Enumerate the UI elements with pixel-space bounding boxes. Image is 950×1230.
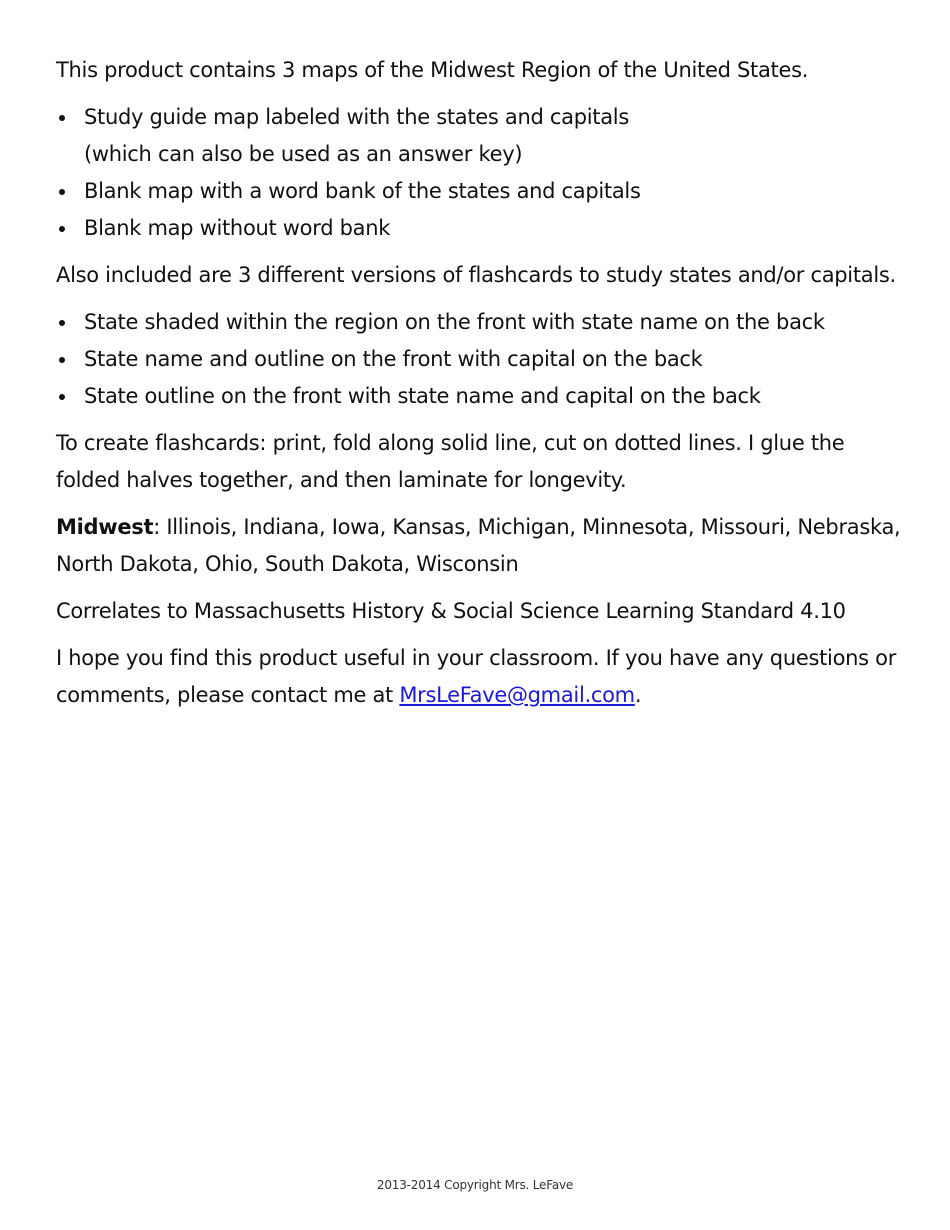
list-item (84, 210, 901, 247)
contact-end: . (634, 683, 642, 707)
midwest-label: Midwest (56, 515, 154, 539)
contact-paragraph (56, 640, 901, 714)
list-item (84, 173, 901, 210)
instructions-paragraph: To create flashcards: print, fold along solid line, cut on dotted lines. I glue the folded halves together, and then laminate for longevity. (56, 431, 845, 492)
maps-list (56, 99, 901, 247)
map-item-1-line2: (which can also be used as an answer key) (84, 142, 523, 166)
map-item-1-line1: Study guide map labeled with the states and capitals (84, 105, 629, 129)
flashcard-item-2: State name and outline on the front with capital on the back (84, 347, 703, 371)
flashcard-item-1: State shaded within the region on the front with state name on the back (84, 310, 825, 334)
intro-paragraph: This product contains 3 maps of the Midwest Region of the United States. (56, 58, 809, 82)
list-item (84, 378, 901, 415)
map-item-3: Blank map without word bank (84, 216, 391, 240)
list-item (84, 304, 901, 341)
list-item (84, 99, 901, 173)
midwest-states: : Illinois, Indiana, Iowa, Kansas, Michigan, Minnesota, Missouri, Nebraska, North Dakota, Ohio, South Dakota, Wisconsin (56, 515, 901, 576)
flashcards-list (56, 304, 901, 415)
list-item (84, 341, 901, 378)
midwest-paragraph (56, 509, 901, 583)
copyright-footer: 2013-2014 Copyright Mrs. LeFave (376, 1178, 574, 1192)
flashcard-item-3: State outline on the front with state name and capital on the back (84, 384, 761, 408)
map-item-2: Blank map with a word bank of the states and capitals (84, 179, 641, 203)
standard-paragraph: Correlates to Massachusetts History & Social Science Learning Standard 4.10 (56, 599, 846, 623)
contact-text: I hope you find this product useful in your classroom. If you have any questions or comments, please contact me at (56, 646, 897, 707)
document-body (56, 52, 901, 724)
flashcards-intro-paragraph: Also included are 3 different versions of flashcards to study states and/or capitals. (56, 263, 896, 287)
email-link[interactable]: MrsLeFave@gmail.com (399, 683, 635, 707)
